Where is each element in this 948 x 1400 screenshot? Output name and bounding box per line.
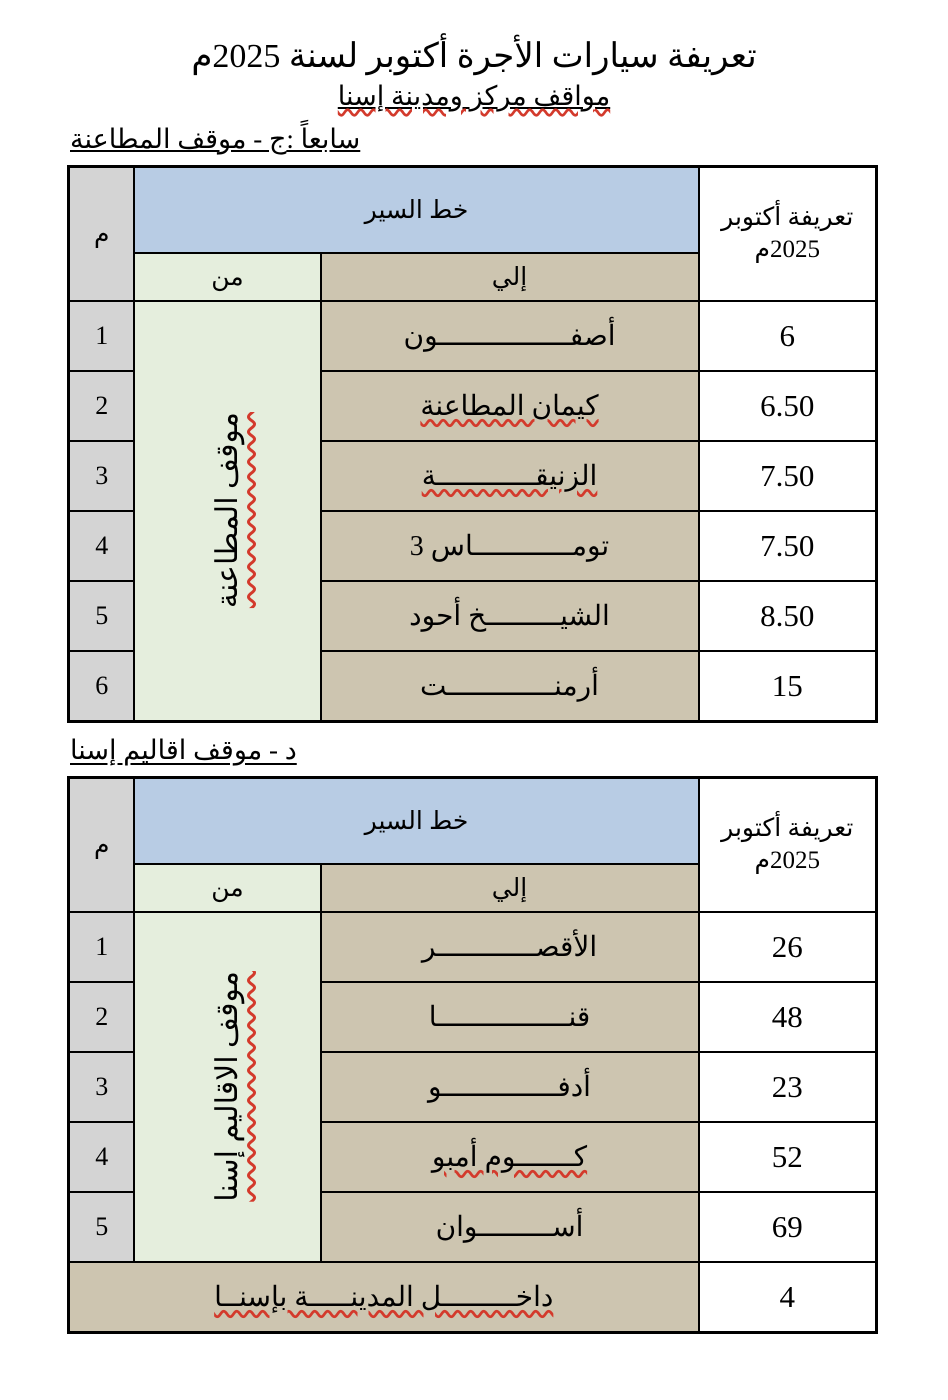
header-to-1: إلي	[321, 253, 699, 301]
section-heading-1-text: ج - موقف المطاعنة	[70, 123, 287, 154]
page-title: تعريفة سيارات الأجرة أكتوبر لسنة 2025م	[191, 38, 757, 75]
cell-index: 5	[68, 1192, 134, 1262]
cell-price: 7.50	[699, 511, 877, 581]
cell-destination: قنــــــــــــــــا	[321, 982, 699, 1052]
cell-destination	[321, 371, 699, 441]
cell-destination: أدفــــــــــــــو	[321, 1052, 699, 1122]
cell-destination-text: كيمان المطاعنة	[420, 390, 599, 422]
table-row	[68, 301, 876, 371]
section-heading-2	[70, 735, 878, 766]
header-num-1: م	[68, 166, 134, 301]
header-to-2: إلي	[321, 864, 699, 912]
section-heading-2-text: د - موقف اقاليم إسنا	[70, 734, 297, 765]
cell-index: 5	[68, 581, 134, 651]
cell-index: 1	[68, 301, 134, 371]
table-header-row-1	[68, 777, 876, 864]
cell-index: 4	[68, 511, 134, 581]
cell-price: 26	[699, 912, 877, 982]
header-route-1: خط السير	[134, 166, 698, 253]
cell-index: 6	[68, 651, 134, 722]
section-heading-1-prefix: سابعاً :	[286, 123, 361, 154]
cell-index: 1	[68, 912, 134, 982]
cell-destination-text: الزنيقــــــــــــة	[421, 460, 598, 492]
header-from-1: من	[134, 253, 320, 301]
cell-destination: أســـــــــوان	[321, 1192, 699, 1262]
cell-destination	[321, 441, 699, 511]
header-route-2: خط السير	[134, 777, 698, 864]
cell-price: 52	[699, 1122, 877, 1192]
cell-destination-text: كـــــــوم أمبو	[431, 1141, 588, 1173]
cell-index: 4	[68, 1122, 134, 1192]
header-num-2: م	[68, 777, 134, 912]
header-price-2: تعريفة أكتوبر 2025م	[699, 777, 877, 912]
cell-price: 48	[699, 982, 877, 1052]
fare-table-mataana	[67, 165, 878, 723]
cell-price: 23	[699, 1052, 877, 1122]
cell-index: 3	[68, 441, 134, 511]
cell-origin-merged-1	[134, 301, 320, 722]
cell-price: 4	[699, 1262, 877, 1333]
cell-index: 2	[68, 982, 134, 1052]
fare-table-aqalim	[67, 776, 878, 1334]
cell-index: 3	[68, 1052, 134, 1122]
cell-destination	[321, 1122, 699, 1192]
header-from-2: من	[134, 864, 320, 912]
table-footer-row	[68, 1262, 876, 1333]
cell-destination: أرمنـــــــــــــت	[321, 651, 699, 722]
section-heading-1	[70, 124, 878, 155]
cell-inner-city-text: داخـــــــــل المدينـــــة بإسنــا	[214, 1281, 554, 1313]
page-subtitle	[70, 81, 878, 112]
cell-destination: الشيـــــــــخ أحود	[321, 581, 699, 651]
cell-price: 6.50	[699, 371, 877, 441]
cell-price: 69	[699, 1192, 877, 1262]
table-row	[68, 912, 876, 982]
header-price-1: تعريفة أكتوبر 2025م	[699, 166, 877, 301]
cell-price: 6	[699, 301, 877, 371]
origin-label-1: موقف المطاعنة	[211, 412, 244, 609]
cell-destination: تومــــــــــــاس 3	[321, 511, 699, 581]
cell-destination: الأقصــــــــــــر	[321, 912, 699, 982]
cell-price: 8.50	[699, 581, 877, 651]
page-subtitle-text: مواقف مركز ومدينة إسنا	[337, 80, 611, 111]
cell-price: 15	[699, 651, 877, 722]
origin-label-2: موقف الاقاليم إسنا	[211, 971, 244, 1202]
cell-price: 7.50	[699, 441, 877, 511]
cell-destination: أصفــــــــــــــــون	[321, 301, 699, 371]
table-header-row-1	[68, 166, 876, 253]
cell-index: 2	[68, 371, 134, 441]
cell-origin-merged-2	[134, 912, 320, 1262]
cell-inner-city	[68, 1262, 698, 1333]
